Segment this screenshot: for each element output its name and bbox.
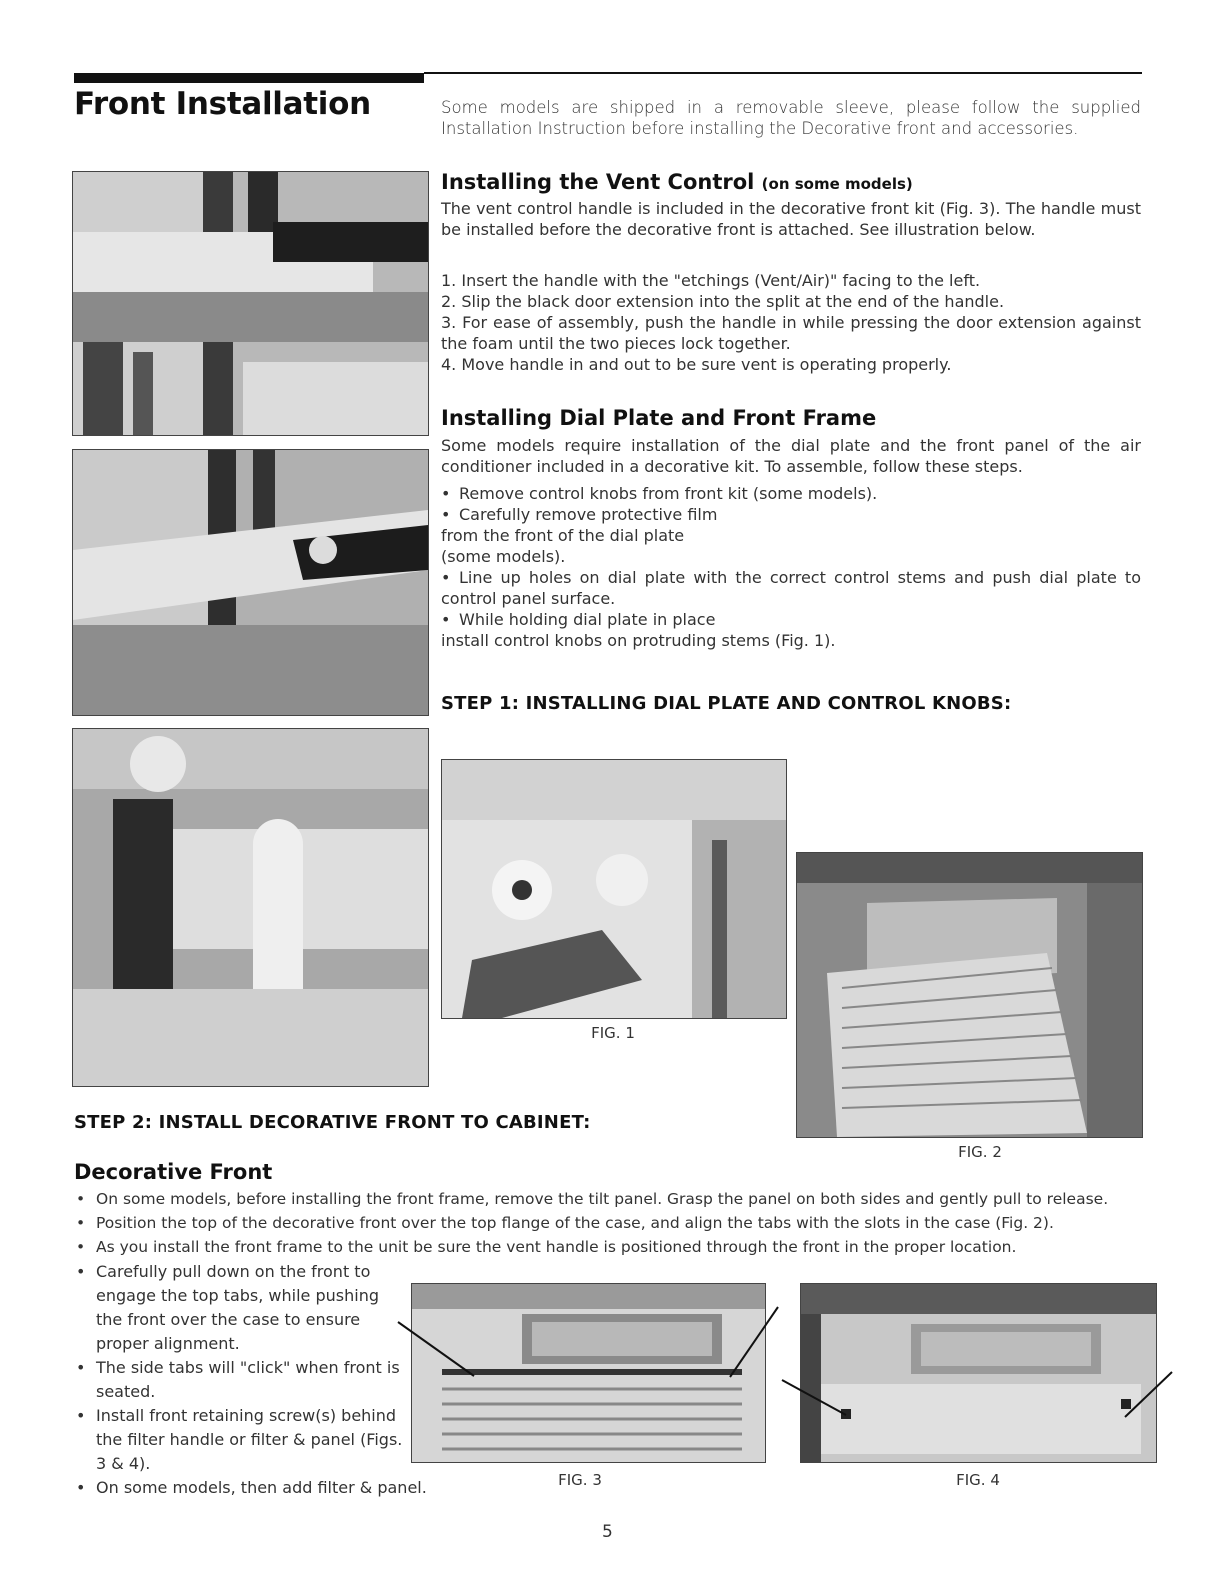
left-item-2: • The side tabs will "click" when front is seated. (74, 1356, 404, 1404)
dial-bullet-2-line-3: (some models). (441, 547, 566, 566)
dial-bullet-4-text: While holding dial plate in place (459, 610, 716, 629)
header-rule-thin (424, 72, 1142, 74)
header-bar-thick (74, 73, 424, 83)
vent-steps (441, 270, 1141, 375)
dial-bullets (441, 483, 1141, 651)
dial-heading: Installing Dial Plate and Front Frame (441, 406, 877, 430)
vent-step-3: 3. For ease of assembly, push the handle in while pressing the door extension against the foam until the two pieces lock together. (441, 313, 1141, 353)
fig3-leader-left (396, 1320, 476, 1380)
fig1-caption: FIG. 1 (591, 1024, 635, 1042)
decorative-item-3: • As you install the front frame to the unit be sure the vent handle is positioned through the front in the proper location. (74, 1235, 1144, 1259)
dial-bullet-1: • Remove control knobs from front kit (some models). (441, 484, 878, 503)
vent-step-4: 4. Move handle in and out to be sure vent is operating properly. (441, 355, 952, 374)
decorative-list (74, 1187, 1144, 1259)
left-item-3: • Install front retaining screw(s) behind the filter handle or filter & panel (Figs. 3 & 4). (74, 1404, 404, 1476)
photo-vent-step-1 (72, 171, 429, 436)
dial-bullet-3: • Line up holes on dial plate with the correct control stems and push dial plate to control panel surface. (441, 568, 1141, 608)
vent-heading (441, 170, 913, 194)
dial-bullet-4-line-2: install control knobs on protruding stems (Fig. 1). (441, 631, 836, 650)
step1-heading: STEP 1: INSTALLING DIAL PLATE AND CONTROL KNOBS: (441, 693, 1012, 714)
fig1-photo (441, 759, 787, 1019)
fig2-photo (796, 852, 1143, 1138)
dial-bullet-1-text: Remove control knobs from front kit (some models). (459, 484, 878, 503)
vent-heading-note: (on some models) (761, 175, 913, 193)
decorative-left-list (74, 1260, 427, 1500)
fig4-photo (800, 1283, 1157, 1463)
fig4-caption: FIG. 4 (956, 1471, 1000, 1489)
dial-body: Some models require installation of the dial plate and the front panel of the air conditioner included in a decorative kit. To assemble, follow these steps. (441, 436, 1141, 476)
vent-step-2: 2. Slip the black door extension into the split at the end of the handle. (441, 292, 1005, 311)
dial-bullet-3-text: Line up holes on dial plate with the correct control stems and push dial plate to control panel surface. (441, 568, 1141, 608)
decorative-item-2: • Position the top of the decorative front over the top flange of the case, and align the tabs with the slots in the case (Fig. 2). (74, 1211, 1144, 1235)
page-number: 5 (602, 1522, 613, 1542)
vent-heading-text: Installing the Vent Control (441, 170, 755, 194)
dial-bullet-2-line-2: from the front of the dial plate (441, 526, 685, 545)
dial-bullet-2-text: Carefully remove protective film (459, 505, 718, 524)
decorative-heading: Decorative Front (74, 1160, 273, 1184)
left-item-1: • Carefully pull down on the front to engage the top tabs, while pushing the front over the case to ensure proper alignment. (74, 1260, 404, 1356)
page-title: Front Installation (74, 86, 371, 122)
photo-vent-step-3 (72, 728, 429, 1087)
step2-heading: STEP 2: INSTALL DECORATIVE FRONT TO CABINET: (74, 1112, 591, 1133)
fig3-leader-right (726, 1305, 781, 1380)
fig4-leader-left (780, 1378, 850, 1418)
vent-body: The vent control handle is included in the decorative front kit (Fig. 3). The handle must be installed before the decorative front is attached. See illustration below. (441, 199, 1141, 239)
dial-bullet-4: • While holding dial plate in place (441, 610, 716, 629)
fig4-leader-right (1122, 1370, 1174, 1420)
left-item-4: • On some models, then add filter & panel. (74, 1476, 404, 1500)
intro-text: Some models are shipped in a removable sleeve, please follow the supplied Installation Instruction before installing the Decorative front and accessories. (441, 98, 1141, 138)
decorative-item-1: • On some models, before installing the front frame, remove the tilt panel. Grasp the panel on both sides and gently pull to release. (74, 1187, 1144, 1211)
fig3-caption: FIG. 3 (558, 1471, 602, 1489)
vent-step-1: 1. Insert the handle with the "etchings (Vent/Air)" facing to the left. (441, 271, 981, 290)
dial-bullet-2: • Carefully remove protective film (441, 505, 718, 524)
photo-vent-step-2 (72, 449, 429, 716)
fig2-caption: FIG. 2 (958, 1143, 1002, 1161)
